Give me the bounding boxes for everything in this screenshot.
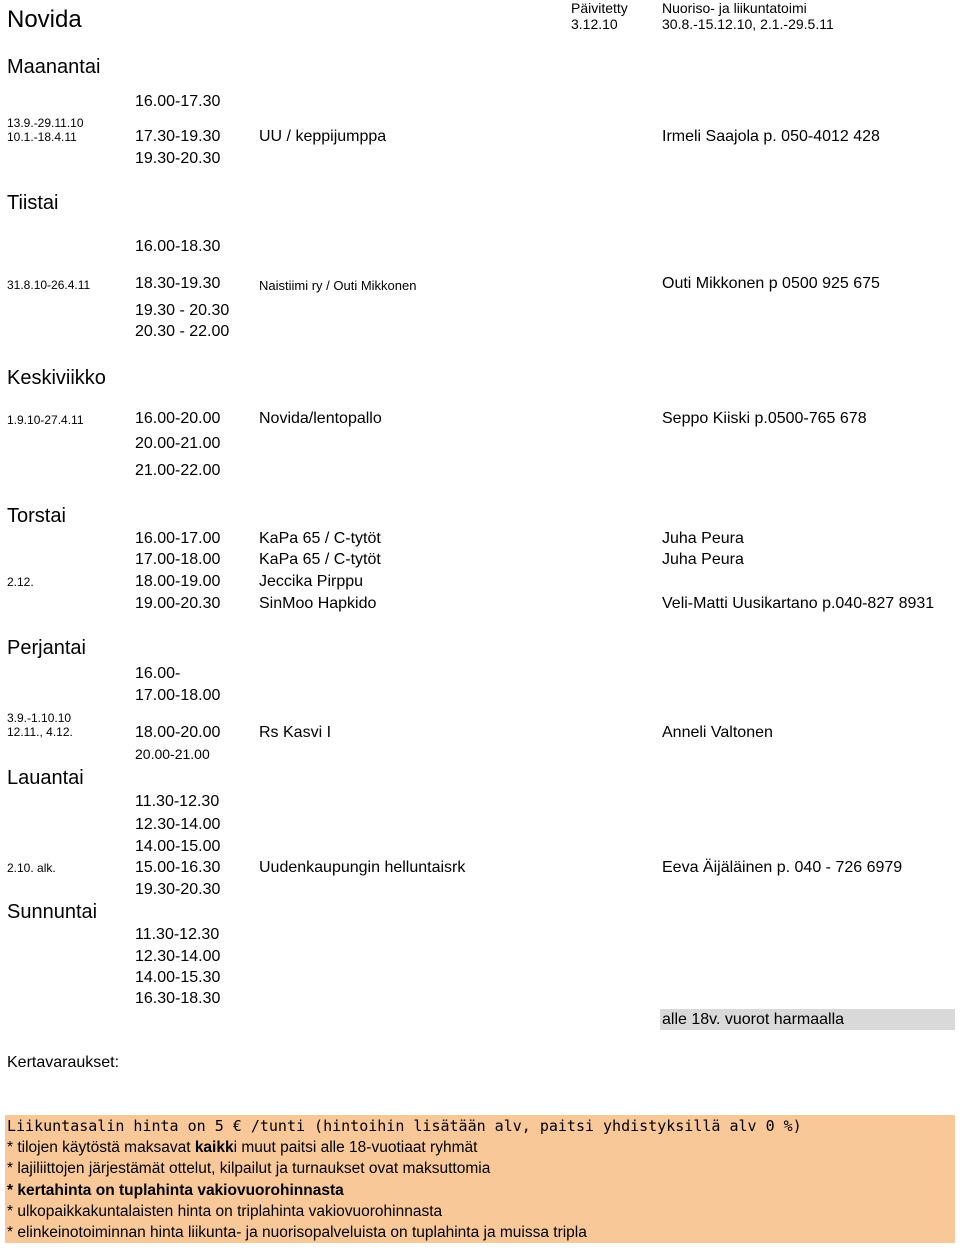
contact-info: Seppo Kiiski p.0500-765 678	[662, 410, 867, 427]
time-slot: 20.30 - 22.00	[135, 323, 230, 340]
page-title: Novida	[7, 6, 82, 33]
activity-name: KaPa 65 / C-tytöt	[259, 551, 381, 568]
contact-info: Juha Peura	[662, 530, 744, 547]
time-slot: 16.00-	[135, 665, 181, 682]
day-heading-saturday: Lauantai	[7, 767, 84, 789]
contact-info: Veli-Matti Uusikartano p.040-827 8931	[662, 595, 935, 612]
contact-info: Irmeli Saajola p. 050-4012 428	[662, 128, 880, 145]
pricing-note-text: * tilojen käytöstä maksavat	[7, 1139, 195, 1156]
time-slot: 14.00-15.30	[135, 969, 221, 986]
time-slot: 16.00-20.00	[135, 410, 221, 427]
time-slot: 16.30-18.30	[135, 990, 221, 1007]
reservations-label: Kertavaraukset:	[7, 1054, 120, 1071]
time-slot: 11.30-12.30	[135, 793, 220, 810]
day-heading-sunday: Sunnuntai	[7, 901, 98, 923]
period-dates: 10.1.-18.4.11	[7, 130, 77, 144]
day-heading-wednesday: Keskiviikko	[7, 367, 106, 389]
time-slot: 12.30-14.00	[135, 948, 221, 965]
pricing-note-text: i muut paitsi alle 18-vuotiaat ryhmät	[233, 1139, 478, 1156]
pricing-note: * ulkopaikkakuntalaisten hinta on triplahinta vakiovuorohinnasta	[7, 1203, 443, 1220]
updated-date: 3.12.10	[571, 16, 618, 32]
updated-label: Päivitetty	[571, 0, 628, 16]
time-slot: 19.30-20.30	[135, 881, 221, 898]
time-slot: 20.00-21.00	[135, 435, 221, 452]
date-note: 3.9.-1.10.10	[7, 711, 72, 725]
contact-info: Eeva Äijäläinen p. 040 - 726 6979	[662, 859, 903, 876]
time-slot: 19.30 - 20.30	[135, 302, 230, 319]
period-dates: 31.8.10-26.4.11	[7, 278, 91, 292]
time-slot: 16.00-18.30	[135, 238, 221, 255]
time-slot: 19.00-20.30	[135, 595, 221, 612]
period-dates: 1.9.10-27.4.11	[7, 413, 84, 427]
date-note: 12.11., 4.12.	[7, 725, 73, 739]
activity-name: Novida/lentopallo	[259, 410, 382, 427]
time-slot: 18.00-20.00	[135, 724, 221, 741]
time-slot: 17.00-18.00	[135, 551, 221, 568]
day-heading-friday: Perjantai	[7, 637, 86, 659]
time-slot: 11.30-12.30	[135, 926, 220, 943]
pricing-note-emphasis: * kertahinta on tuplahinta vakiovuorohinnasta	[7, 1182, 344, 1199]
office-label: Nuoriso- ja liikuntatoimi	[662, 0, 807, 16]
activity-name: Rs Kasvi I	[259, 724, 332, 741]
day-heading-tuesday: Tiistai	[7, 192, 59, 214]
pricing-note: * lajiliittojen järjestämät ottelut, kilpailut ja turnaukset ovat maksuttomia	[7, 1160, 491, 1177]
period-dates: 13.9.-29.11.10	[7, 116, 84, 130]
pricing-headline: Liikuntasalin hinta on 5 € /tunti (hintoihin lisätään alv, paitsi yhdistyksillä alv 0 %)	[7, 1117, 802, 1135]
pricing-note: * elinkeinotoiminnan hinta liikunta- ja nuorisopalveluista on tuplahinta ja muissa tripla	[7, 1224, 587, 1241]
contact-info: Juha Peura	[662, 551, 744, 568]
time-slot: 15.00-16.30	[135, 859, 221, 876]
activity-name: Naistiimi ry / Outi Mikkonen	[259, 278, 417, 293]
activity-name: SinMoo Hapkido	[259, 595, 377, 612]
activity-name: UU / keppijumppa	[259, 128, 387, 145]
activity-name: Jeccika Pirppu	[259, 573, 364, 590]
time-slot: 19.30-20.30	[135, 150, 221, 167]
contact-info: Anneli Valtonen	[662, 724, 773, 741]
time-slot: 20.00-21.00	[135, 746, 210, 762]
contact-info: Outi Mikkonen p 0500 925 675	[662, 275, 880, 292]
time-slot: 17.00-18.00	[135, 687, 221, 704]
pricing-note	[7, 1137, 477, 1158]
pricing-note-bold: kaikk	[194, 1139, 234, 1156]
time-slot: 18.00-19.00	[135, 573, 221, 590]
time-slot: 12.30-14.00	[135, 816, 221, 833]
date-note: 2.12.	[7, 575, 34, 589]
time-slot: 14.00-15.00	[135, 838, 221, 855]
activity-name: Uudenkaupungin helluntaisrk	[259, 859, 466, 876]
date-note: 2.10. alk.	[7, 861, 56, 875]
time-slot: 21.00-22.00	[135, 462, 221, 479]
time-slot: 16.00-17.30	[135, 93, 221, 110]
office-dates: 30.8.-15.12.10, 2.1.-29.5.11	[662, 16, 834, 32]
legend-grey-note: alle 18v. vuorot harmaalla	[660, 1009, 955, 1030]
activity-name: KaPa 65 / C-tytöt	[259, 530, 381, 547]
day-heading-monday: Maanantai	[7, 56, 101, 78]
time-slot: 16.00-17.00	[135, 530, 221, 547]
time-slot: 18.30-19.30	[135, 275, 221, 292]
time-slot: 17.30-19.30	[135, 128, 221, 145]
day-heading-thursday: Torstai	[7, 505, 66, 527]
